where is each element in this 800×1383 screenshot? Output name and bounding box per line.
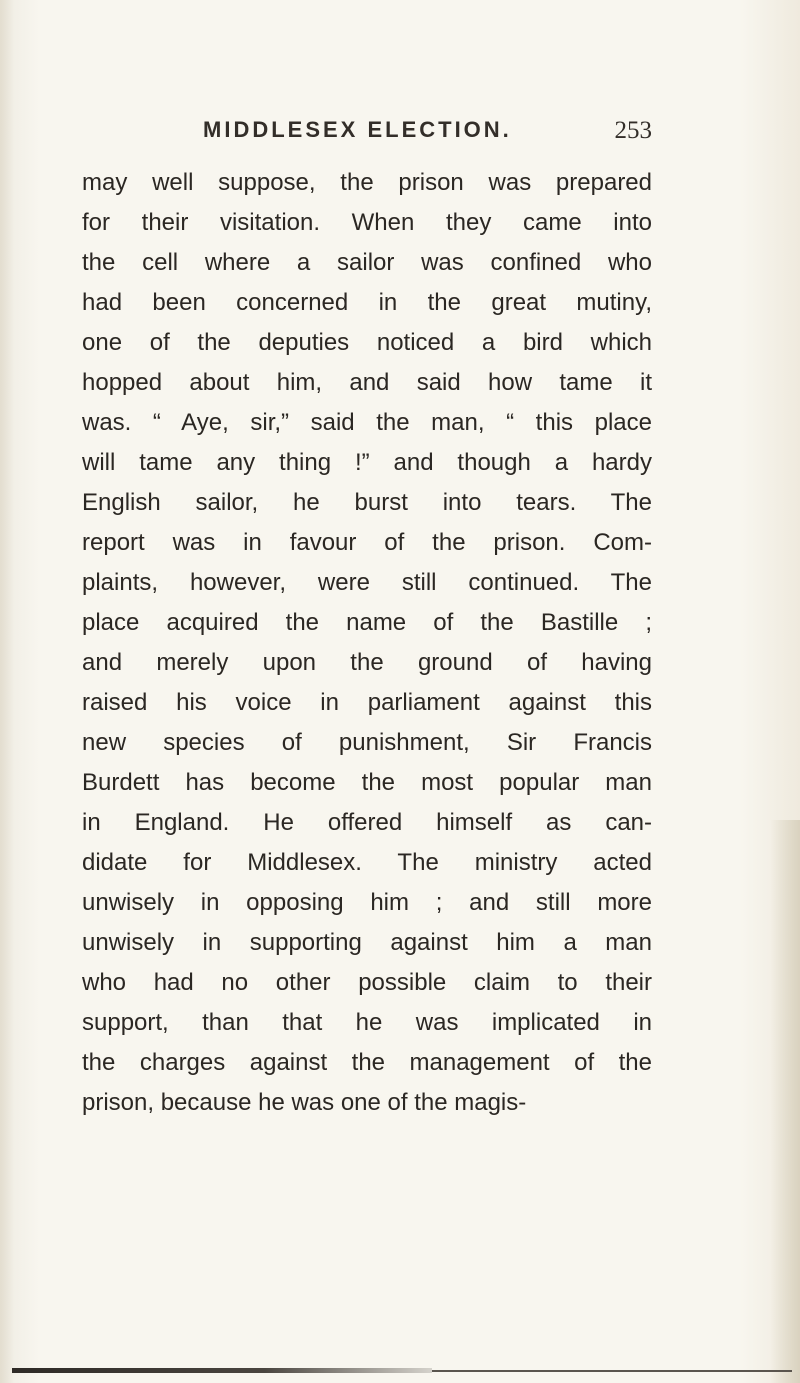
text-line: was. “ Aye, sir,” said the man, “ this place <box>82 409 652 436</box>
body-text <box>82 163 652 1123</box>
text-line: one of the deputies noticed a bird which <box>82 329 652 356</box>
text-line: new species of punishment, Sir Francis <box>82 729 652 756</box>
text-line: report was in favour of the prison. Com- <box>82 529 652 556</box>
text-line: and merely upon the ground of having <box>82 649 652 676</box>
text-line: may well suppose, the prison was prepared <box>82 169 652 196</box>
text-line: the cell where a sailor was confined who <box>82 249 652 276</box>
text-line: plaints, however, were still continued. The <box>82 569 652 596</box>
running-head <box>203 117 652 151</box>
page-bottom-edge <box>12 1368 432 1373</box>
text-line: place acquired the name of the Bastille ; <box>82 609 652 636</box>
text-line: unwisely in supporting against him a man <box>82 929 652 956</box>
text-line: support, than that he was implicated in <box>82 1009 652 1036</box>
text-line: prison, because he was one of the magis- <box>82 1089 527 1116</box>
text-line: Burdett has become the most popular man <box>82 769 652 796</box>
page-bottom-edge-thin <box>432 1370 792 1372</box>
text-line: in England. He offered himself as can- <box>82 809 652 836</box>
page-number: 253 <box>614 117 652 144</box>
text-line: raised his voice in parliament against this <box>82 689 652 716</box>
page-left-edge <box>0 0 14 1383</box>
text-line: for their visitation. When they came into <box>82 209 652 236</box>
text-line: English sailor, he burst into tears. The <box>82 489 652 516</box>
text-line: didate for Middlesex. The ministry acted <box>82 849 652 876</box>
text-line: had been concerned in the great mutiny, <box>82 289 652 316</box>
text-line: will tame any thing !” and though a hardy <box>82 449 652 476</box>
running-head-title: MIDDLESEX ELECTION. <box>203 117 512 142</box>
text-line: who had no other possible claim to their <box>82 969 652 996</box>
text-line: hopped about him, and said how tame it <box>82 369 652 396</box>
text-line: unwisely in opposing him ; and still more <box>82 889 652 916</box>
page-right-edge <box>770 820 800 1383</box>
text-line: the charges against the management of the <box>82 1049 652 1076</box>
